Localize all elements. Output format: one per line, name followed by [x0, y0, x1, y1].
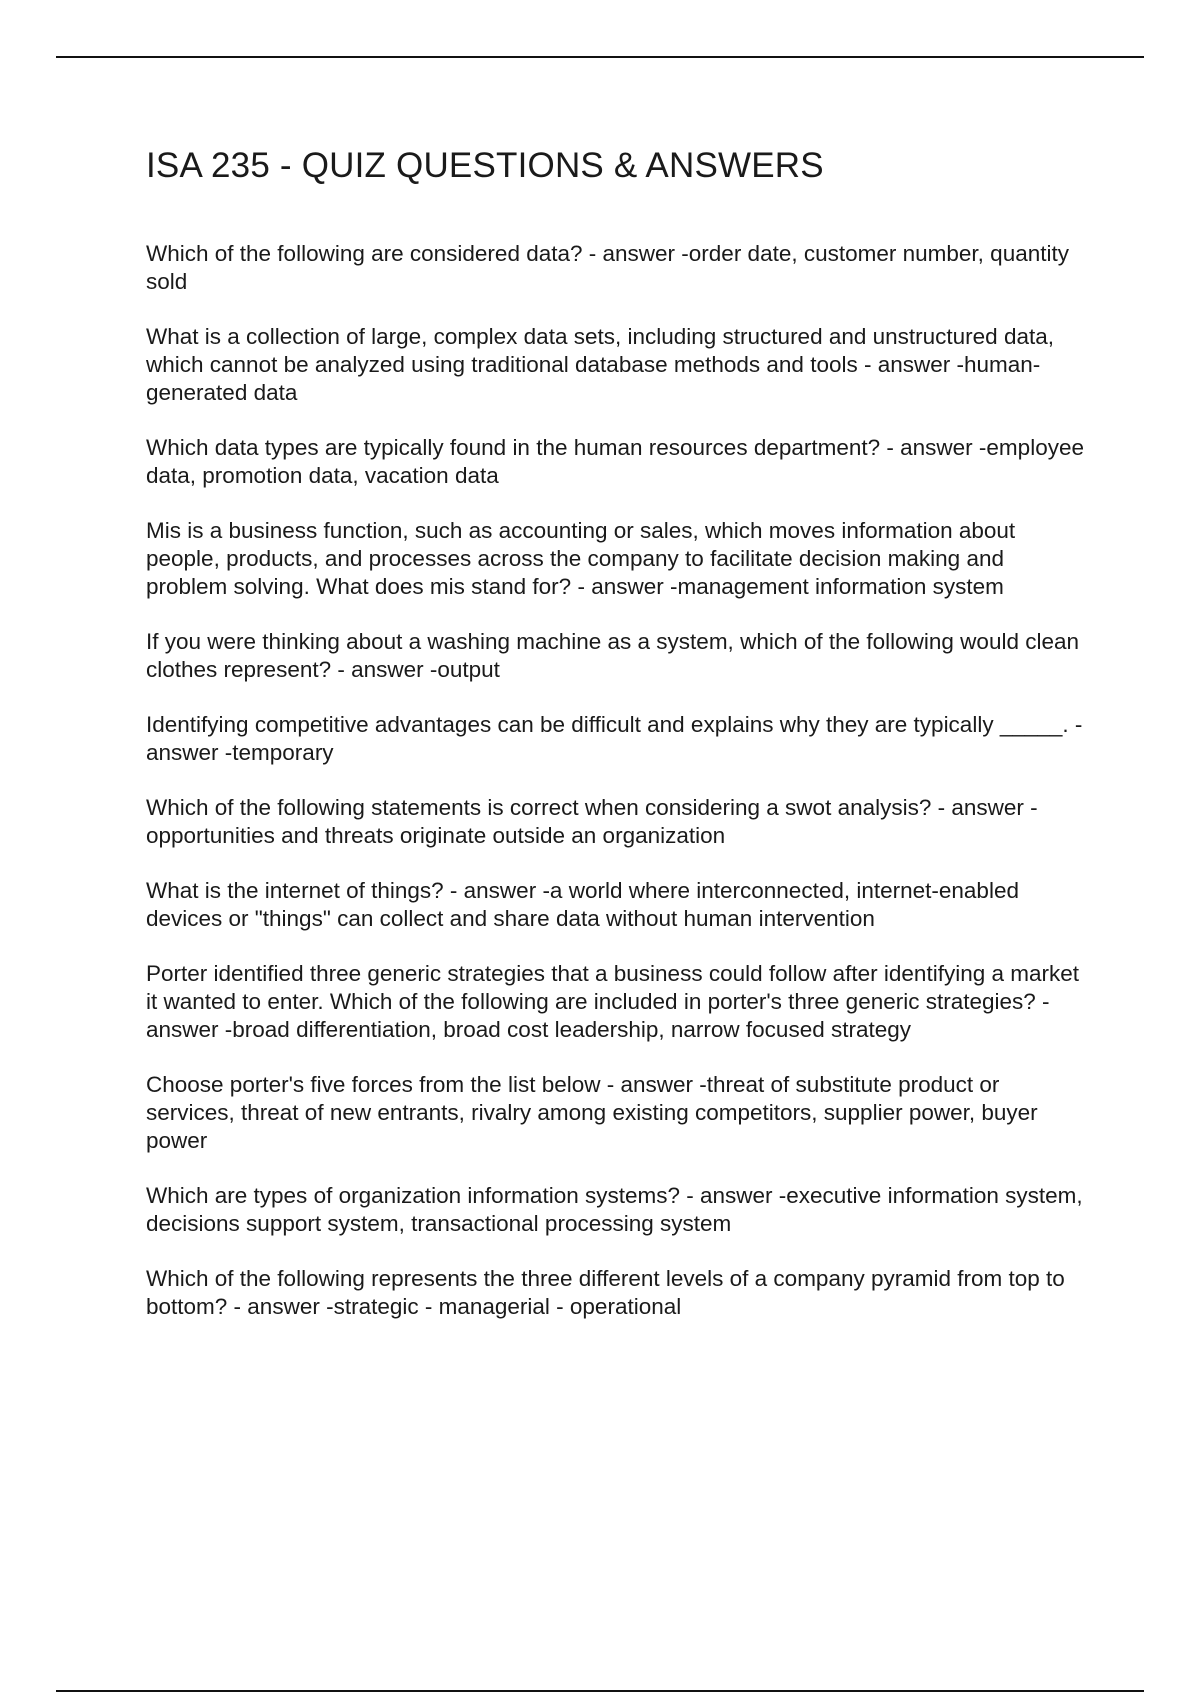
- qa-item-4: Mis is a business function, such as accounting or sales, which moves information about people, products, and processes across the company to facilitate decision making and problem solving. What does mis stand for? - answer -management information system: [146, 518, 1016, 599]
- qa-item-11: Which are types of organization information systems? - answer -executive information system, decisions support system, transactional processing system: [146, 1183, 1083, 1236]
- qa-item-8: What is the internet of things? - answer -a world where interconnected, internet-enabled devices or "things" can collect and share data without human intervention: [146, 878, 1019, 931]
- document-body: [146, 140, 1091, 1348]
- qa-list: [146, 240, 1091, 1321]
- qa-item-12: Which of the following represents the three different levels of a company pyramid from top to bottom? - answer -strategic - managerial - operational: [146, 1266, 1065, 1319]
- qa-item-3: Which data types are typically found in the human resources department? - answer -employee data, promotion data, vacation data: [146, 435, 1084, 488]
- qa-item-6: Identifying competitive advantages can be difficult and explains why they are typically _____. - answer -temporary: [146, 712, 1083, 765]
- qa-item-5: If you were thinking about a washing machine as a system, which of the following would clean clothes represent? - answer -output: [146, 629, 1080, 682]
- qa-item-1: Which of the following are considered data? - answer -order date, customer number, quantity sold: [146, 241, 1069, 294]
- bottom-divider: [56, 1690, 1144, 1692]
- qa-item-9: Porter identified three generic strategies that a business could follow after identifying a market it wanted to enter. Which of the following are included in porter's three generic strategies? - answer -broad differentiation, broad cost leadership, narrow focused strategy: [146, 961, 1080, 1042]
- top-divider: [56, 56, 1144, 58]
- qa-item-10: Choose porter's five forces from the list below - answer -threat of substitute product or services, threat of new entrants, rivalry among existing competitors, supplier power, buyer power: [146, 1072, 1038, 1153]
- page-title: ISA 235 - QUIZ QUESTIONS & ANSWERS: [146, 146, 824, 185]
- qa-item-7: Which of the following statements is correct when considering a swot analysis? - answer -opportunities and threats originate outside an organization: [146, 795, 1038, 848]
- qa-item-2: What is a collection of large, complex data sets, including structured and unstructured data, which cannot be analyzed using traditional database methods and tools - answer -human-generated data: [146, 324, 1054, 405]
